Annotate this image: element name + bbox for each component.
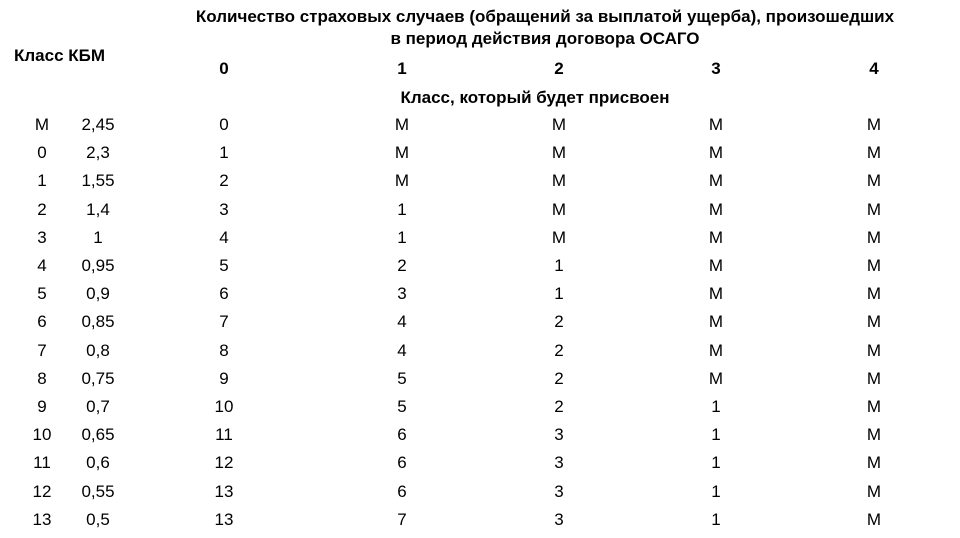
- table-row: [0, 341, 960, 369]
- cell-count-1: М: [394, 143, 410, 163]
- table-row: [0, 256, 960, 284]
- cell-class: 11: [33, 453, 51, 473]
- cell-count-1: 6: [397, 453, 407, 473]
- cell-count-3: 1: [711, 425, 721, 445]
- cell-count-1: 4: [397, 340, 407, 360]
- cell-kbm: 0,6: [86, 453, 110, 473]
- cell-kbm: 2,3: [86, 143, 110, 163]
- cell-count-4: М: [866, 284, 882, 304]
- cell-count-4: М: [866, 509, 882, 529]
- cell-count-1: 7: [397, 509, 407, 529]
- title-line-2: в период действия договора ОСАГО: [390, 29, 700, 48]
- cell-count-3: М: [708, 368, 724, 388]
- cell-kbm: 0,65: [81, 425, 115, 445]
- table-row: [0, 284, 960, 312]
- cell-count-3: М: [708, 199, 724, 219]
- cell-count-4: М: [866, 425, 882, 445]
- cell-count-1: М: [394, 115, 410, 134]
- title-line-1: Количество страховых случаев (обращений за выплатой ущерба), произошедших: [195, 7, 895, 26]
- cell-kbm: 0,75: [81, 368, 115, 388]
- cell-kbm: 0,95: [81, 256, 115, 275]
- cell-count-0: 6: [219, 284, 229, 304]
- cell-count-1: 5: [397, 368, 407, 388]
- count-col-header-4: 4: [869, 59, 879, 78]
- cell-count-2: М: [551, 171, 567, 191]
- cell-count-3: М: [708, 115, 724, 134]
- cell-class: 12: [32, 481, 52, 501]
- cell-count-4: М: [866, 453, 882, 473]
- cell-count-2: М: [551, 199, 567, 219]
- cell-count-4: М: [866, 143, 882, 163]
- table-row: [0, 200, 960, 228]
- cell-count-4: М: [866, 227, 882, 247]
- cell-count-2: 3: [554, 425, 564, 445]
- cell-count-0: 12: [214, 453, 234, 473]
- cell-kbm: 0,85: [81, 312, 115, 332]
- table-row: [0, 171, 960, 199]
- count-col-header-0: 0: [219, 59, 229, 78]
- table-row: [0, 312, 960, 340]
- cell-count-0: 4: [219, 227, 229, 247]
- cell-count-2: 2: [554, 397, 564, 416]
- table-row: [0, 143, 960, 171]
- cell-count-3: 1: [711, 481, 721, 501]
- cell-count-4: М: [866, 481, 882, 501]
- cell-count-0: 1: [219, 143, 229, 163]
- cell-count-3: М: [708, 227, 724, 247]
- cell-count-4: М: [866, 171, 882, 191]
- cell-count-1: 1: [397, 199, 407, 219]
- cell-class: 2: [37, 199, 47, 219]
- cell-count-3: М: [708, 312, 724, 332]
- cell-count-4: М: [866, 340, 882, 360]
- cell-count-2: 2: [554, 368, 564, 388]
- cell-class: 3: [37, 227, 47, 247]
- table-row: [0, 453, 960, 481]
- cell-count-4: М: [866, 199, 882, 219]
- table-row: [0, 397, 960, 425]
- cell-class: 1: [37, 171, 47, 191]
- count-col-header-3: 3: [711, 59, 721, 78]
- table-title: [120, 6, 960, 50]
- cell-count-0: 0: [219, 115, 229, 134]
- cell-class: 7: [37, 340, 47, 360]
- cell-count-3: М: [708, 256, 724, 275]
- cell-kbm: 1: [93, 227, 103, 247]
- cell-count-0: 13: [214, 481, 234, 501]
- cell-count-0: 10: [214, 397, 234, 416]
- cell-kbm: 0,8: [86, 340, 110, 360]
- cell-kbm: 0,7: [86, 397, 110, 416]
- cell-count-1: 6: [397, 481, 407, 501]
- table-row: [0, 228, 960, 256]
- cell-class: 4: [37, 256, 47, 275]
- cell-count-4: М: [866, 256, 882, 275]
- cell-kbm: 1,4: [86, 199, 110, 219]
- cell-count-3: М: [708, 340, 724, 360]
- cell-count-0: 5: [219, 256, 229, 275]
- cell-count-4: М: [866, 397, 882, 416]
- table-row: [0, 425, 960, 453]
- table-row: [0, 115, 960, 143]
- cell-count-2: 2: [554, 312, 564, 332]
- cell-count-4: М: [866, 368, 882, 388]
- kbm-class-header: Класс КБМ: [14, 46, 106, 65]
- cell-kbm: 2,45: [81, 115, 115, 134]
- cell-count-3: М: [708, 284, 724, 304]
- count-col-header-2: 2: [554, 59, 564, 78]
- cell-count-2: М: [551, 143, 567, 163]
- cell-count-1: 5: [397, 397, 407, 416]
- cell-count-3: 1: [711, 453, 721, 473]
- cell-count-3: 1: [711, 397, 721, 416]
- cell-class: М: [34, 115, 50, 134]
- cell-count-0: 11: [215, 425, 233, 445]
- cell-kbm: 0,9: [86, 284, 110, 304]
- cell-count-4: М: [866, 312, 882, 332]
- count-col-header-1: 1: [397, 59, 407, 78]
- cell-class: 8: [37, 368, 47, 388]
- cell-count-0: 9: [219, 368, 229, 388]
- cell-class: 6: [37, 312, 47, 332]
- cell-count-0: 2: [219, 171, 229, 191]
- cell-class: 13: [32, 509, 52, 529]
- cell-class: 5: [37, 284, 47, 304]
- cell-count-1: 4: [397, 312, 407, 332]
- cell-count-2: 3: [554, 509, 564, 529]
- cell-count-0: 13: [214, 509, 234, 529]
- assigned-class-subheader: Класс, который будет присвоен: [400, 88, 670, 107]
- cell-class: 9: [37, 397, 47, 416]
- cell-count-3: М: [708, 143, 724, 163]
- cell-kbm: 0,55: [81, 481, 115, 501]
- cell-count-3: 1: [711, 509, 721, 529]
- cell-kbm: 0,5: [86, 509, 110, 529]
- cell-count-0: 7: [219, 312, 229, 332]
- cell-count-2: 1: [554, 284, 564, 304]
- cell-count-3: М: [708, 171, 724, 191]
- cell-count-2: М: [551, 227, 567, 247]
- cell-count-1: 2: [397, 256, 407, 275]
- cell-count-1: М: [394, 171, 410, 191]
- cell-count-2: 2: [554, 340, 564, 360]
- cell-count-1: 3: [397, 284, 407, 304]
- table-row: [0, 369, 960, 397]
- cell-count-1: 6: [397, 425, 407, 445]
- cell-count-4: М: [866, 115, 882, 134]
- cell-class: 0: [37, 143, 47, 163]
- cell-count-2: 1: [554, 256, 564, 275]
- cell-count-0: 3: [219, 199, 229, 219]
- cell-count-2: 3: [554, 481, 564, 501]
- table-row: [0, 510, 960, 538]
- cell-class: 10: [32, 425, 52, 445]
- cell-count-2: М: [551, 115, 567, 134]
- cell-count-2: 3: [554, 453, 564, 473]
- cell-count-0: 8: [219, 340, 229, 360]
- cell-count-1: 1: [397, 227, 407, 247]
- table-row: [0, 482, 960, 510]
- cell-kbm: 1,55: [81, 171, 115, 191]
